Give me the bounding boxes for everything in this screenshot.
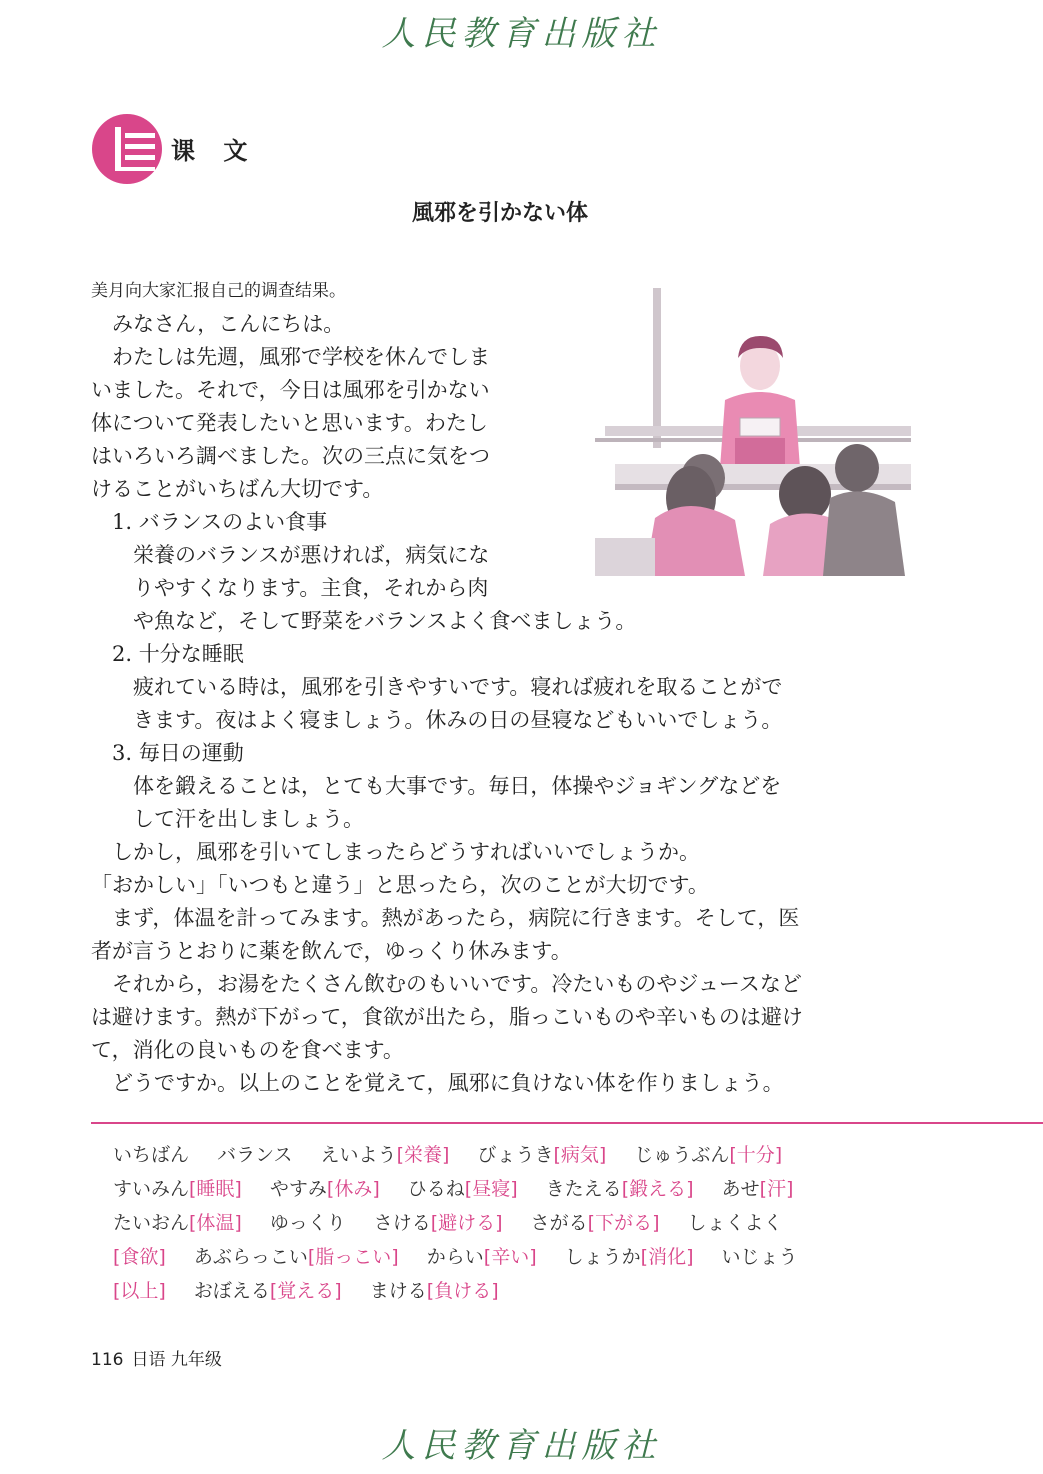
vocab-item: いじょう <box>721 1246 798 1268</box>
text-line: は避けます。熱が下がって，食欲が出たら，脂っこいものや辛いものは避け <box>91 1005 803 1029</box>
vocab-line <box>113 1172 815 1206</box>
text-line: まず，体温を計ってみます。熱があったら，病院に行きます。そして，医 <box>91 906 800 930</box>
vocab-item: じゅうぶん[十分] <box>634 1144 783 1166</box>
vocab-item: しょうか[消化] <box>564 1246 694 1268</box>
vocab-item: [食欲] <box>113 1246 166 1268</box>
vocab-item: ひるね[昼寝] <box>407 1178 518 1200</box>
classroom-illustration <box>595 288 911 576</box>
vocab-item: しょくよく <box>687 1212 783 1234</box>
vocab-item: すいみん[睡眠] <box>113 1178 242 1200</box>
book-title: 日语 九年级 <box>131 1350 222 1370</box>
vocab-item: びょうき[病気] <box>477 1144 607 1166</box>
vocab-item: さがる[下がる] <box>530 1212 660 1234</box>
vocab-item: ゆっくり <box>269 1212 346 1234</box>
vocab-line <box>113 1206 805 1240</box>
text-line: りやすくなります。主食，それから肉 <box>91 576 489 600</box>
text-line: どうですか。以上のことを覚えて，風邪に負けない体を作りましょう。 <box>91 1071 784 1095</box>
lesson-title: 風邪を引かない体 <box>411 201 588 226</box>
vocab-item: たいおん[体温] <box>113 1212 242 1234</box>
publisher-logo-bottom: 人民教育出版社 <box>381 1426 662 1466</box>
section-header <box>91 113 291 185</box>
list-heading: 1. バランスのよい食事 <box>91 510 328 534</box>
vocab-item: バランス <box>217 1144 293 1166</box>
vocab-divider <box>91 1122 1043 1124</box>
vocab-item: [以上] <box>113 1280 166 1302</box>
lesson-intro: 美月向大家汇报自己的调查结果。 <box>91 281 346 301</box>
page-number: 116 <box>91 1350 124 1370</box>
vocab-item: まける[負ける] <box>369 1280 499 1302</box>
page-footer <box>91 1345 230 1370</box>
text-line: みなさん，こんにちは。 <box>91 312 345 336</box>
text-line: 体について発表したいと思います。わたし <box>91 411 488 435</box>
vocab-item: いちばん <box>113 1144 190 1166</box>
text-line: はいろいろ調べました。次の三点に気をつ <box>91 444 490 468</box>
section-badge-icon <box>91 113 163 185</box>
vocab-line <box>113 1138 804 1172</box>
vocab-item: あぶらっこい[脂っこい] <box>193 1246 399 1268</box>
vocab-item: えいよう[栄養] <box>320 1144 450 1166</box>
text-line: それから，お湯をたくさん飲むのもいいです。冷たいものやジュースなど <box>91 972 802 996</box>
text-line: しかし，風邪を引いてしまったらどうすればいいでしょうか。 <box>91 840 700 864</box>
vocab-line <box>113 1240 820 1274</box>
text-line: や魚など，そして野菜をバランスよく食べましょう。 <box>91 609 637 633</box>
vocab-item: からい[辛い] <box>426 1246 537 1268</box>
section-label: 课 文 <box>171 137 258 165</box>
text-line: 疲れている時は，風邪を引きやすいです。寝れば疲れを取ることがで <box>91 675 783 699</box>
text-line: けることがいちばん大切です。 <box>91 477 384 501</box>
text-line: 体を鍛えることは，とても大事です。毎日，体操やジョギングなどを <box>91 774 782 798</box>
text-line: して汗を出しましょう。 <box>91 807 364 831</box>
text-line: 栄養のバランスが悪ければ，病気にな <box>91 543 490 567</box>
vocab-item: やすみ[休み] <box>269 1178 380 1200</box>
text-line: 「おかしい」「いつもと違う」と思ったら，次のことが大切です。 <box>91 873 709 897</box>
text-line: 者が言うとおりに薬を飲んで，ゆっくり休みます。 <box>91 939 572 963</box>
vocab-item: おぼえる[覚える] <box>193 1280 342 1302</box>
vocab-line <box>113 1274 521 1308</box>
text-line: きます。夜はよく寝ましょう。休みの日の昼寝などもいいでしょう。 <box>91 708 783 732</box>
vocab-item: あせ[汗] <box>721 1178 794 1200</box>
text-line: いました。それで，今日は風邪を引かない <box>91 378 490 402</box>
text-line: て，消化の良いものを食べます。 <box>91 1038 404 1062</box>
vocab-item: さける[避ける] <box>373 1212 503 1234</box>
publisher-logo-top: 人民教育出版社 <box>381 14 662 54</box>
list-heading: 2. 十分な睡眠 <box>91 642 244 666</box>
vocab-item: きたえる[鍛える] <box>545 1178 694 1200</box>
text-line: わたしは先週，風邪で学校を休んでしま <box>91 345 490 369</box>
list-heading: 3. 毎日の運動 <box>91 741 244 765</box>
